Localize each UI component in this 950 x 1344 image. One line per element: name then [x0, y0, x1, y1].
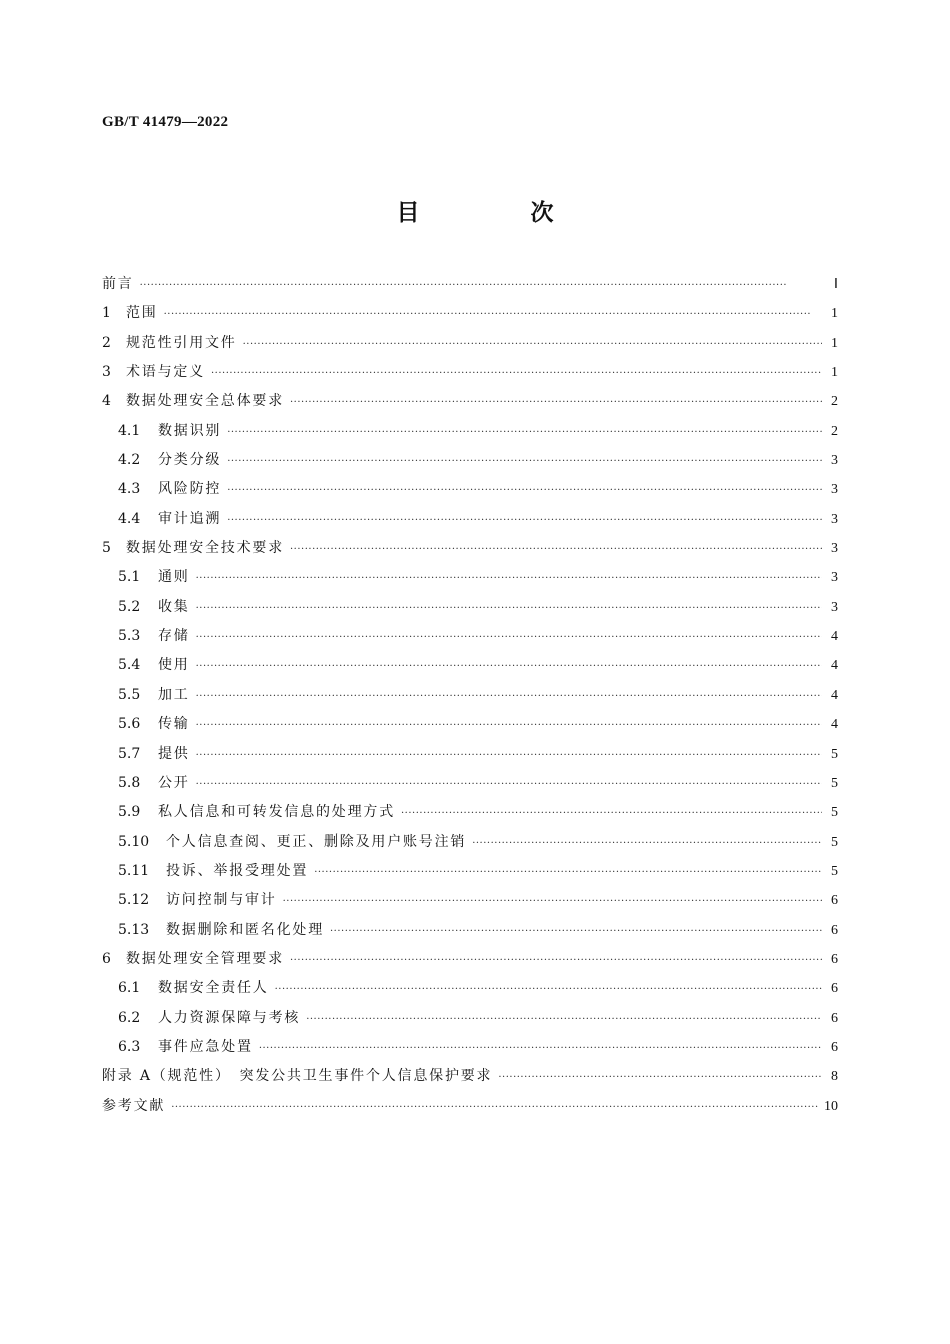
toc-entry-page-number: 6	[831, 1010, 838, 1026]
toc-entry-label: 公开	[158, 774, 190, 791]
toc-entry-page-number: 6	[831, 951, 838, 967]
toc-entry-label: 分类分级	[158, 452, 222, 469]
toc-entry-number: 3	[102, 364, 111, 381]
dot-leader	[283, 887, 822, 916]
standard-code: GB/T 41479—2022	[102, 114, 229, 130]
toc-entry[interactable]	[102, 1062, 838, 1091]
toc-entry-label: 数据处理安全总体要求	[126, 393, 284, 410]
toc-entry[interactable]	[102, 710, 838, 739]
toc-entry-label: 加工	[158, 686, 190, 703]
toc-entry-number: 5.6	[118, 716, 141, 733]
dot-leader	[275, 975, 822, 1004]
toc-entry-label: 数据安全责任人	[158, 980, 269, 997]
dot-leader	[290, 946, 822, 975]
toc-entry[interactable]	[102, 505, 838, 534]
dot-leader	[196, 711, 822, 740]
toc-entry[interactable]	[102, 1092, 838, 1121]
toc-entry-page-number: 6	[831, 981, 838, 997]
toc-entry-number: 5.3	[118, 628, 141, 645]
toc-entry-number: 5.2	[118, 598, 141, 615]
toc-entry-number: 5	[102, 540, 111, 557]
toc-entry-page-number: 2	[831, 394, 838, 410]
dot-leader	[472, 829, 822, 858]
toc-entry[interactable]	[102, 828, 838, 857]
toc-entry-label: 通则	[158, 569, 190, 586]
toc-entry-number: 4.2	[118, 452, 141, 469]
toc-entry-label: 使用	[158, 657, 190, 674]
toc-entry-page-number: 8	[831, 1069, 838, 1085]
dot-leader	[164, 300, 822, 329]
toc-entry-number: 5.7	[118, 745, 141, 762]
dot-leader	[227, 447, 822, 476]
toc-entry-label: 数据识别	[158, 422, 222, 439]
toc-entry-label: 访问控制与审计	[166, 892, 277, 909]
toc-entry[interactable]	[102, 651, 838, 680]
toc-entry-label: 投诉、举报受理处置	[166, 862, 309, 879]
toc-entry-page-number: 3	[831, 599, 838, 615]
toc-entry[interactable]	[102, 622, 838, 651]
dot-leader	[211, 359, 822, 388]
dot-leader	[227, 418, 822, 447]
toc-entry-number: 4.1	[118, 422, 141, 439]
toc-entry-page-number: 5	[831, 863, 838, 879]
toc-entry-page-number: 1	[831, 306, 838, 322]
toc-entry-page-number: 5	[831, 746, 838, 762]
toc-entry-label: 数据处理安全技术要求	[126, 540, 284, 557]
dot-leader	[243, 330, 822, 359]
toc-entry[interactable]	[102, 681, 838, 710]
toc-entry-label: 术语与定义	[126, 364, 205, 381]
toc-entry-number: 5.11	[118, 862, 150, 879]
toc-entry-label: 事件应急处置	[158, 1038, 253, 1055]
toc-entry-page-number: 1	[831, 365, 838, 381]
dot-leader	[401, 799, 822, 828]
toc-entry[interactable]	[102, 446, 838, 475]
toc-entry-number: 6.1	[118, 980, 141, 997]
dot-leader	[171, 1093, 818, 1122]
toc-entry-page-number: 6	[831, 893, 838, 909]
toc-entry-label: 存储	[158, 628, 190, 645]
toc-entry[interactable]	[102, 740, 838, 769]
dot-leader	[196, 741, 822, 770]
toc-entry-label: 数据删除和匿名化处理	[166, 921, 324, 938]
toc-entry-label: 收集	[158, 598, 190, 615]
toc-entry-page-number: 5	[831, 805, 838, 821]
dot-leader	[227, 476, 822, 505]
dot-leader	[306, 1005, 822, 1034]
toc-entry-number: 5.9	[118, 804, 141, 821]
toc-entry[interactable]	[102, 475, 838, 504]
dot-leader	[290, 388, 822, 417]
toc-entry[interactable]	[102, 886, 838, 915]
toc-entry-page-number: 6	[831, 1039, 838, 1055]
toc-entry[interactable]	[102, 857, 838, 886]
toc-entry-page-number: 3	[831, 482, 838, 498]
toc-entry-number: 5.5	[118, 686, 141, 703]
toc-entry-number: 2	[102, 334, 111, 351]
toc-entry[interactable]	[102, 593, 838, 622]
toc-entry[interactable]	[102, 974, 838, 1003]
toc-entry[interactable]	[102, 299, 838, 328]
toc-entry-number: 5.4	[118, 657, 141, 674]
toc-entry[interactable]	[102, 769, 838, 798]
toc-entry-number: 1	[102, 305, 111, 322]
toc-entry-page-number: 1	[831, 335, 838, 351]
toc-entry-page-number: 4	[831, 658, 838, 674]
toc-entry[interactable]	[102, 1004, 838, 1033]
toc-entry[interactable]	[102, 417, 838, 446]
toc-entry-number: 6	[102, 950, 111, 967]
toc-entry-number: 6.2	[118, 1009, 141, 1026]
toc-entry-page-number: 3	[831, 541, 838, 557]
toc-entry-label: 私人信息和可转发信息的处理方式	[158, 804, 395, 821]
toc-entry[interactable]	[102, 270, 838, 299]
toc-entry-label: 提供	[158, 745, 190, 762]
toc-entry-number: 5.12	[118, 892, 150, 909]
toc-entry-label: 范围	[126, 305, 158, 322]
toc-entry-number: 5.8	[118, 774, 141, 791]
toc-entry-page-number: 3	[831, 453, 838, 469]
table-of-contents	[102, 270, 838, 1121]
dot-leader	[140, 271, 822, 300]
toc-entry-page-number: 10	[824, 1098, 838, 1114]
toc-entry-label: 个人信息查阅、更正、删除及用户账号注销	[166, 833, 467, 850]
toc-entry[interactable]	[102, 798, 838, 827]
dot-leader	[196, 682, 822, 711]
toc-entry-label: 附录 A（规范性） 突发公共卫生事件个人信息保护要求	[102, 1068, 493, 1085]
toc-entry[interactable]	[102, 945, 838, 974]
page-title: 目 次	[396, 200, 598, 226]
toc-entry-label: 人力资源保障与考核	[158, 1009, 301, 1026]
toc-entry-page-number: 2	[831, 423, 838, 439]
dot-leader	[314, 858, 822, 887]
dot-leader	[196, 623, 822, 652]
toc-entry[interactable]	[102, 1033, 838, 1062]
toc-entry-page-number: 3	[831, 570, 838, 586]
toc-entry-number: 4.3	[118, 481, 141, 498]
toc-entry-label: 数据处理安全管理要求	[126, 950, 284, 967]
toc-entry-page-number: 3	[831, 511, 838, 527]
toc-entry-page-number: 4	[831, 717, 838, 733]
toc-entry[interactable]	[102, 534, 838, 563]
toc-entry[interactable]	[102, 916, 838, 945]
toc-entry[interactable]	[102, 387, 838, 416]
dot-leader	[498, 1063, 822, 1092]
toc-entry[interactable]	[102, 358, 838, 387]
toc-entry-page-number: 6	[831, 922, 838, 938]
toc-entry-label: 规范性引用文件	[126, 334, 237, 351]
toc-entry-number: 4	[102, 393, 111, 410]
toc-entry-number: 5.13	[118, 921, 150, 938]
toc-entry-label: 前言	[102, 276, 134, 292]
dot-leader	[227, 506, 822, 535]
toc-entry-label: 传输	[158, 716, 190, 733]
dot-leader	[196, 652, 822, 681]
dot-leader	[330, 917, 822, 946]
dot-leader	[196, 564, 822, 593]
dot-leader	[259, 1034, 822, 1063]
toc-entry-page-number: 4	[831, 687, 838, 703]
toc-entry-page-number: 5	[831, 775, 838, 791]
dot-leader	[290, 535, 822, 564]
toc-entry-label: 风险防控	[158, 481, 222, 498]
toc-entry[interactable]	[102, 563, 838, 592]
toc-entry-number: 5.10	[118, 833, 150, 850]
toc-entry[interactable]	[102, 329, 838, 358]
toc-entry-label: 参考文献	[102, 1097, 166, 1114]
toc-entry-number: 4.4	[118, 510, 141, 527]
toc-entry-label: 审计追溯	[158, 510, 222, 527]
toc-entry-page-number: 5	[831, 834, 838, 850]
toc-entry-page-number: Ⅰ	[833, 277, 838, 292]
toc-entry-number: 5.1	[118, 569, 141, 586]
toc-entry-page-number: 4	[831, 629, 838, 645]
toc-entry-number: 6.3	[118, 1038, 141, 1055]
dot-leader	[196, 594, 822, 623]
dot-leader	[196, 770, 822, 799]
